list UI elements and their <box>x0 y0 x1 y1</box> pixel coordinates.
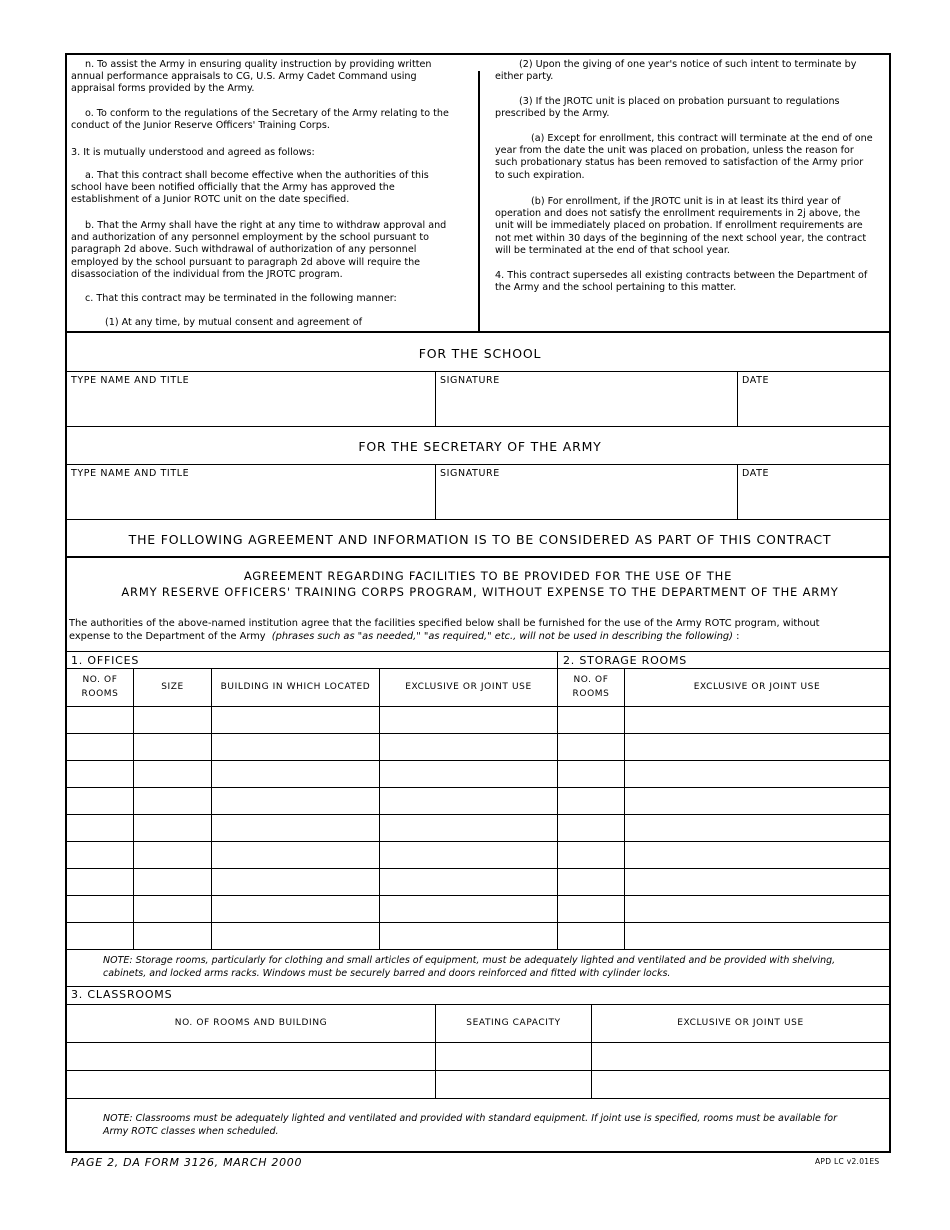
office-building-row-3[interactable] <box>212 761 379 787</box>
office-size-row-6[interactable] <box>134 842 211 868</box>
school-signature-field[interactable] <box>436 389 736 425</box>
storage-rooms-row-9[interactable] <box>558 923 624 949</box>
office-size-row-7[interactable] <box>134 869 211 895</box>
form-identifier: PAGE 2, DA FORM 3126, MARCH 2000 <box>71 1156 303 1169</box>
term-3: 3. It is mutually understood and agreed as follows: <box>71 147 315 158</box>
school-signature-label: SIGNATURE <box>440 375 500 386</box>
school-name-field[interactable] <box>67 389 434 425</box>
storage-use-row-3[interactable] <box>625 761 888 787</box>
office-size-row-8[interactable] <box>134 896 211 922</box>
agreement-banner: THE FOLLOWING AGREEMENT AND INFORMATION IS TO BE CONSIDERED AS PART OF THIS CONTRACT <box>128 532 832 547</box>
secretary-name-label: TYPE NAME AND TITLE <box>71 468 190 479</box>
office-use-row-9[interactable] <box>380 923 557 949</box>
classroom-row-1-rooms[interactable] <box>67 1043 434 1069</box>
office-building-row-8[interactable] <box>212 896 379 922</box>
school-section-title: FOR THE SCHOOL <box>418 346 542 361</box>
office-size-row-5[interactable] <box>134 815 211 841</box>
storage-rooms-row-7[interactable] <box>558 869 624 895</box>
office-building-row-7[interactable] <box>212 869 379 895</box>
office-rooms-row-2[interactable] <box>67 734 133 760</box>
term-4: 4. This contract supersedes all existing contracts between the Department of the Army and the school pertaining to this matter. <box>495 270 868 294</box>
storage-rooms-row-2[interactable] <box>558 734 624 760</box>
office-size-row-9[interactable] <box>134 923 211 949</box>
classroom-row-2-capacity[interactable] <box>436 1071 590 1097</box>
da-form-3126-page2 <box>65 53 891 1153</box>
secretary-name-field[interactable] <box>67 482 434 518</box>
office-building-row-5[interactable] <box>212 815 379 841</box>
school-date-label: DATE <box>742 375 770 386</box>
storage-use-row-9[interactable] <box>625 923 888 949</box>
storage-use-row-7[interactable] <box>625 869 888 895</box>
storage-note: NOTE: Storage rooms, particularly for clothing and small articles of equipment, must be adequately lighted and ventilated and be provided with shelving, cabinets, and locked arms racks. Windows must be securely barred and doors reinforced and fitted with cylinder locks. <box>103 955 836 979</box>
office-rooms-row-5[interactable] <box>67 815 133 841</box>
office-size-row-2[interactable] <box>134 734 211 760</box>
term-n: n. To assist the Army in ensuring quality instruction by providing written annual performance appraisals to CG, U.S. Army Cadet Command using appraisal forms provided by the Army. <box>71 59 432 95</box>
classroom-row-2-rooms[interactable] <box>67 1071 434 1097</box>
offices-header-use: EXCLUSIVE OR JOINT USE <box>405 681 532 692</box>
office-rooms-row-3[interactable] <box>67 761 133 787</box>
office-rooms-row-4[interactable] <box>67 788 133 814</box>
classrooms-header-rooms: NO. OF ROOMS AND BUILDING <box>174 1017 328 1028</box>
office-use-row-5[interactable] <box>380 815 557 841</box>
storage-title: 2. STORAGE ROOMS <box>563 654 688 667</box>
storage-rooms-row-1[interactable] <box>558 707 624 733</box>
term-o: o. To conform to the regulations of the Secretary of the Army relating to the conduct of the Junior Reserve Officers' Training Corps. <box>71 108 449 132</box>
storage-use-row-4[interactable] <box>625 788 888 814</box>
term-c1: (1) At any time, by mutual consent and agreement of <box>105 317 362 328</box>
storage-use-row-6[interactable] <box>625 842 888 868</box>
school-date-field[interactable] <box>738 389 889 425</box>
storage-rooms-row-8[interactable] <box>558 896 624 922</box>
secretary-signature-label: SIGNATURE <box>440 468 500 479</box>
office-building-row-9[interactable] <box>212 923 379 949</box>
classrooms-header-use: EXCLUSIVE OR JOINT USE <box>677 1017 804 1028</box>
storage-header-rooms: NO. OF ROOMS <box>572 675 610 699</box>
storage-rooms-row-5[interactable] <box>558 815 624 841</box>
school-name-label: TYPE NAME AND TITLE <box>71 375 190 386</box>
term-b: b. That the Army shall have the right at any time to withdraw approval and and authorization of any personnel employment by the school pursuant to paragraph 2d above. Such withdrawal of authorization of any personnel employed by the school pursuant to paragraph 2d above will require the disassociation of the individual from the JROTC program. <box>71 220 447 280</box>
form-version: APD LC v2.01ES <box>815 1157 880 1166</box>
offices-header-size: SIZE <box>161 681 184 692</box>
office-size-row-4[interactable] <box>134 788 211 814</box>
term-c2: (2) Upon the giving of one year's notice of such intent to terminate by either party. <box>495 59 857 83</box>
classroom-row-1-capacity[interactable] <box>436 1043 590 1069</box>
term-c3: (3) If the JROTC unit is placed on probation pursuant to regulations prescribed by the Army. <box>495 96 840 120</box>
offices-title: 1. OFFICES <box>71 654 140 667</box>
classrooms-header-capacity: SEATING CAPACITY <box>466 1017 561 1028</box>
secretary-section-title: FOR THE SECRETARY OF THE ARMY <box>358 439 602 454</box>
storage-rooms-row-6[interactable] <box>558 842 624 868</box>
storage-header-use: EXCLUSIVE OR JOINT USE <box>693 681 821 692</box>
term-a: a. That this contract shall become effective when the authorities of this school have been notified officially that the Army has approved the establishment of a Junior ROTC unit on the date specified. <box>71 170 429 206</box>
office-size-row-1[interactable] <box>134 707 211 733</box>
office-rooms-row-8[interactable] <box>67 896 133 922</box>
classrooms-note: NOTE: Classrooms must be adequately lighted and ventilated and provided with standard equipment. If joint use is specified, rooms must be available for Army ROTC classes when scheduled. <box>103 1113 837 1137</box>
office-rooms-row-6[interactable] <box>67 842 133 868</box>
column-divider <box>478 71 480 333</box>
secretary-signature-field[interactable] <box>436 482 736 518</box>
storage-use-row-1[interactable] <box>625 707 888 733</box>
office-building-row-1[interactable] <box>212 707 379 733</box>
office-use-row-3[interactable] <box>380 761 557 787</box>
storage-use-row-2[interactable] <box>625 734 888 760</box>
offices-header-building: BUILDING IN WHICH LOCATED <box>220 681 371 692</box>
secretary-date-label: DATE <box>742 468 770 479</box>
classroom-row-2-use[interactable] <box>592 1071 889 1097</box>
office-building-row-6[interactable] <box>212 842 379 868</box>
office-use-row-4[interactable] <box>380 788 557 814</box>
facilities-title-line1: AGREEMENT REGARDING FACILITIES TO BE PROVIDED FOR THE USE OF THE <box>243 569 733 583</box>
office-building-row-2[interactable] <box>212 734 379 760</box>
storage-use-row-5[interactable] <box>625 815 888 841</box>
classroom-row-1-use[interactable] <box>592 1043 889 1069</box>
office-use-row-1[interactable] <box>380 707 557 733</box>
offices-header-rooms: NO. OF ROOMS <box>81 675 119 699</box>
office-rooms-row-1[interactable] <box>67 707 133 733</box>
office-use-row-6[interactable] <box>380 842 557 868</box>
classrooms-title: 3. CLASSROOMS <box>71 988 173 1001</box>
facilities-intro: The authorities of the above-named institution agree that the facilities specified below shall be furnished for the use of the Army ROTC program, without expense to the Department of the Army (phrases such as "as needed," "as required," etc., will not be used in describing the following) : <box>69 618 820 642</box>
storage-rooms-row-3[interactable] <box>558 761 624 787</box>
office-building-row-4[interactable] <box>212 788 379 814</box>
term-c: c. That this contract may be terminated in the following manner: <box>85 293 397 304</box>
secretary-date-field[interactable] <box>738 482 889 518</box>
office-use-row-7[interactable] <box>380 869 557 895</box>
office-use-row-2[interactable] <box>380 734 557 760</box>
storage-use-row-8[interactable] <box>625 896 888 922</box>
storage-rooms-row-4[interactable] <box>558 788 624 814</box>
office-rooms-row-9[interactable] <box>67 923 133 949</box>
term-c3a: (a) Except for enrollment, this contract will terminate at the end of one year from the date the unit was placed on probation, unless the reason for such probationary status has been removed to satisfaction of the Army prior to such expiration. <box>495 133 873 181</box>
office-rooms-row-7[interactable] <box>67 869 133 895</box>
office-use-row-8[interactable] <box>380 896 557 922</box>
term-c3b: (b) For enrollment, if the JROTC unit is in at least its third year of operation and does not satisfy the enrollment requirements in 2j above, the unit will be immediately placed on probation. If enrollment requirements are not met within 30 days of the beginning of the next school year, the contract will be terminated at the end of that school year. <box>495 196 867 256</box>
facilities-title-line2: ARMY RESERVE OFFICERS' TRAINING CORPS PROGRAM, WITHOUT EXPENSE TO THE DEPARTMENT OF THE ARMY <box>121 585 839 599</box>
office-size-row-3[interactable] <box>134 761 211 787</box>
